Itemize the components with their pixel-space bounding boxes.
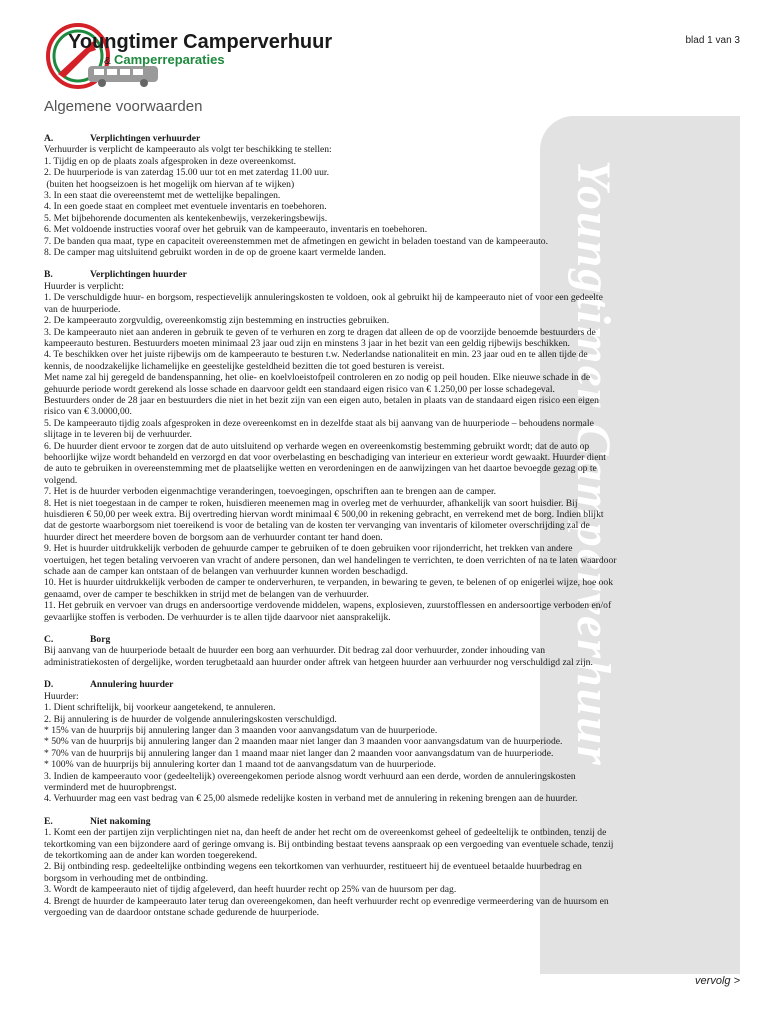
clause-line: 7. Het is de huurder verboden eigenmachtige veranderingen, toevoegingen, opschriften aan te brengen aan de camper. <box>44 486 497 498</box>
clause-line: 1. De verschuldigde huur- en borgsom, respectievelijk annuleringskosten te voldoen, ook al gebruikt hij de kampeerauto niet of voor een gedeelte <box>44 292 603 304</box>
clause-line: 9. Het is huurder uitdrukkelijk verboden de gehuurde camper te gebruiken of te doen gebruiken voor rijonderricht, het trekken van andere <box>44 543 573 555</box>
clause-line: borgsom in verhouding met de ontbinding. <box>44 872 208 884</box>
clause-line: Verhuurder is verplicht de kampeerauto als volgt ter beschikking te stellen: <box>44 144 332 156</box>
section-c <box>44 634 744 668</box>
section-letter: B. <box>44 269 53 281</box>
brand-title: Youngtimer Camperverhuur <box>68 31 333 53</box>
clause-line: * 15% van de huurprijs bij annulering langer dan 3 maanden voor aanvangsdatum van de huurperiode. <box>44 724 438 736</box>
clause-line: administratiekosten of dergelijke, worden terugbetaald aan huurder onder aftrek van hetgeen huurder aan verhuurder nog verschuldigd zal zijn. <box>44 656 593 668</box>
clause-line: 3. In een staat die overeenstemt met de wettelijke bepalingen. <box>44 190 281 202</box>
clause-line: vergoeding van de daardoor ontstane schade gedurende de huurperiode. <box>44 907 320 918</box>
clause-line: 1. Komt een der partijen zijn verplichtingen niet na, dan heeft de ander het recht om de overeenkomst geheel of gedeeltelijk te ontbinden, tenzij de <box>44 827 607 839</box>
header <box>0 0 770 100</box>
clause-line: kampeerauto besturen. Bestuurders moeten minimaal 23 jaar oud zijn en minstens 3 jaar in het bezit van een geldig rijbewijs beschikken. <box>44 337 570 349</box>
clause-line: Met name zal hij geregeld de bandenspanning, het olie- en koelvloeistofpeil controleren en zo nodig op peil houden. Elke nieuwe schade in de <box>44 372 591 384</box>
terms-body <box>44 133 744 929</box>
clause-line: dat de gestorte waarborgsom niet toereikend is voor de betaling van de kosten ter vervanging van inventaris of kilometer overschrijding zal de <box>44 520 590 532</box>
section-d <box>44 679 744 804</box>
clause-line: huisdieren € 50,00 per week extra. Bij overtreding hiervan wordt minimaal € 500,00 in rekening gebracht, en verrekend met de borg. Indien blijkt <box>44 509 604 520</box>
clause-line: tekortkoming van een bijzondere aard of geringe omvang is. Bij ontbinding bestaat tevens aanspraak op een vergoeding van eventuele schade, tenzij <box>44 838 614 850</box>
clause-line: 1. Dient schriftelijk, bij voorkeur aangetekend, te annuleren. <box>44 702 276 714</box>
clause-line: risico van € 3.0000,00. <box>44 406 132 418</box>
clause-line: Huurder: <box>44 690 79 702</box>
clause-line: huurder direct het meerdere boven de borgsom aan de verhuurder contant ter hand doen. <box>44 531 383 543</box>
section-heading <box>44 816 744 827</box>
section-letter: A. <box>44 133 54 144</box>
page-indicator: blad 1 van 3 <box>685 35 740 46</box>
clause-line: kennis, de noodzakelijke lichamelijke en geestelijke gesteldheid bezitten die tot goed besturen is vereist. <box>44 360 445 372</box>
clause-line: 2. De huurperiode is van zaterdag 15.00 uur tot en met zaterdag 11.00 uur. <box>44 167 329 179</box>
clause-line: voertuigen, het tegen betaling vervoeren van vracht of andere personen, dan wel handelingen te verrichten, te doen verrichten of na te laten waardoor <box>44 554 617 566</box>
clause-line: 11. Het gebruik en vervoer van drugs en andersoortige verdovende middelen, wapens, explosieven, zuurstofflessen en andersoortige verboden en/of <box>44 600 612 612</box>
clause-line: Huurder is verplicht: <box>44 280 124 292</box>
clause-line: 7. De banden qua maat, type en capaciteit overeenstemmen met de afmetingen en gewicht in beladen toestand van de kampeerauto. <box>44 235 548 247</box>
clause-line: gevaarlijke stoffen is verboden. De verhuurder is te allen tijde daarvoor niet aansprakelijk. <box>44 611 391 623</box>
clause-line: genaamd, over de camper te beschikken in strijd met de belangen van de verhuurder. <box>44 588 369 600</box>
clause-line: * 70% van de huurprijs bij annulering langer dan 1 maand maar niet langer dan 2 maanden voor aanvangsdatum van de huurperiode. <box>44 747 554 759</box>
clause-line: (buiten het hoogseizoen is het mogelijk om hiervan af te wijken) <box>44 178 295 190</box>
clause-line: 6. Met voldoende instructies vooraf over het gebruik van de kampeerauto, inventaris en toebehoren. <box>44 224 428 236</box>
clause-line: 1. Tijdig en op de plaats zoals afgesproken in deze overeenkomst. <box>44 155 297 167</box>
brand-ampersand: & <box>104 56 111 67</box>
brand-subtitle: Camperreparaties <box>114 52 225 67</box>
section-title: Annulering huurder <box>90 679 174 691</box>
next-page-link[interactable]: vervolg > <box>695 975 740 987</box>
section-title: Niet nakoming <box>90 815 151 827</box>
clause-line: 4. Verhuurder mag een vast bedrag van € 25,00 alsmede redelijke kosten in verband met de annulering in rekening brengen aan de huurder. <box>44 793 578 805</box>
section-heading <box>44 269 744 280</box>
clause-line: verminderd met de huuropbrengst. <box>44 781 177 793</box>
clause-line: schade aan de camper kan ontstaan of de belangen van verhuurder kunnen worden beschadigd. <box>44 566 408 578</box>
document-title: Algemene voorwaarden <box>44 98 203 115</box>
clause-line: de tekortkoming aan de ander kan worden toegerekend. <box>44 849 258 861</box>
watermark-text: Youngtimer Camperverhuur <box>567 160 620 767</box>
section-heading <box>44 133 744 144</box>
section-heading <box>44 679 744 690</box>
clause-line: slijtage in te leveren bij de verhuurder. <box>44 429 192 441</box>
section-title: Verplichtingen huurder <box>90 269 187 281</box>
clause-line: 8. De camper mag uitsluitend gebruikt worden in de op de groene kaart vermelde landen. <box>44 247 387 259</box>
clause-line: * 50% van de huurprijs bij annulering langer dan 2 maanden maar niet langer dan 3 maanden voor aanvangsdatum van de huurperiode. <box>44 736 563 748</box>
clause-line: 4. Brengt de huurder de kampeerauto later terug dan overeengekomen, dan heeft verhuurder recht op evenredige vermeerdering van de huursom en <box>44 895 609 907</box>
clause-line: * 100% van de huurprijs bij annulering korter dan 1 maand tot de aanvangsdatum van de huurperiode. <box>44 759 436 771</box>
clause-line: behoorlijke wijze wordt behandeld en verzorgd en dat voor overbelasting en beschadiging van interieur en exterieur wordt gewaakt. Huurder dient <box>44 451 606 463</box>
clause-line: 3. Indien de kampeerauto voor (gedeeltelijk) overeengekomen periode alsnog wordt verhuurd aan een derde, worden de annuleringskosten <box>44 770 576 782</box>
clause-line: volgend. <box>44 474 78 486</box>
clause-line: 10. Het is huurder uitdrukkelijk verboden de camper te onderverhuren, te verpanden, in bewaring te geven, te belenen of op enigerlei wijze, hoe ook <box>44 577 614 589</box>
clause-line: 6. De huurder dient ervoor te zorgen dat de auto uitsluitend op verharde wegen en overeenkomstig bestemming gebruikt wordt; dat de auto op <box>44 440 590 452</box>
clause-line: 4. Te beschikken over het juiste rijbewijs om de kampeerauto te besturen t.w. Nederlandse nationaliteit en min. 23 jaar oud en te allen tijde de <box>44 349 588 361</box>
section-e <box>44 816 744 919</box>
clause-line: 5. Met bijbehorende documenten als kentekenbewijs, verzekeringsbewijs. <box>44 212 328 224</box>
company-logo <box>44 22 364 90</box>
section-a <box>44 133 744 258</box>
clause-line: gehuurde periode wordt gerekend als losse schade en daarvoor geldt een standaard eigen risico van € 1.250,00 per losse schadegeval. <box>44 383 555 395</box>
clause-line: 2. De kampeerauto zorgvuldig, overeenkomstig zijn bestemming en instructies gebruiken. <box>44 315 390 327</box>
clause-line: 2. Bij annulering is de huurder de volgende annuleringskosten verschuldigd. <box>44 713 337 725</box>
section-letter: E. <box>44 815 53 827</box>
section-letter: D. <box>44 679 54 691</box>
clause-line: de auto te gebruiken in overeenstemming met de plaatselijke wetten en verordeningen en de aanwijzingen van het daartoe bevoegde gezag op te <box>44 463 597 475</box>
section-heading <box>44 634 744 645</box>
clause-line: 3. Wordt de kampeerauto niet of tijdig afgeleverd, dan heeft huurder recht op 25% van de huursom per dag. <box>44 884 457 896</box>
clause-line: 3. De kampeerauto niet aan anderen in gebruik te geven of te verhuren en zorg te dragen dat alleen de op de voorzijde benoemde bestuurders de <box>44 326 596 338</box>
clause-line: 5. De kampeerauto tijdig zoals afgesproken in deze overeenkomst en in dezelfde staat als bij aanvang van de huurperiode – behoudens normale <box>44 417 594 429</box>
clause-line: Bij aanvang van de huurperiode betaalt de huurder een borg aan verhuurder. Dit bedrag zal door verhuurder, zonder inhouding van <box>44 645 546 657</box>
section-title: Verplichtingen verhuurder <box>90 133 201 144</box>
clause-line: 8. Het is niet toegestaan in de camper te roken, huisdieren meenemen mag in overleg met de verhuurder, afhankelijk van soort huisdier. Bij <box>44 497 578 509</box>
clause-line: van de huurperiode. <box>44 303 121 315</box>
section-b <box>44 269 744 623</box>
section-title: Borg <box>90 634 111 646</box>
clause-line: 2. Bij ontbinding resp. gedeeltelijke ontbinding wegens een tekortkomen van verhuurder, restitueert hij de eventueel betaalde huurbedrag en <box>44 861 582 873</box>
clause-line: Bestuurders onder de 28 jaar en bestuurders die niet in het bezit zijn van een eigen auto, betalen in plaats van de standaard eigen risico een eigen <box>44 394 599 406</box>
clause-line: 4. In een goede staat en compleet met eventuele inventaris en toebehoren. <box>44 201 327 213</box>
section-letter: C. <box>44 634 54 646</box>
